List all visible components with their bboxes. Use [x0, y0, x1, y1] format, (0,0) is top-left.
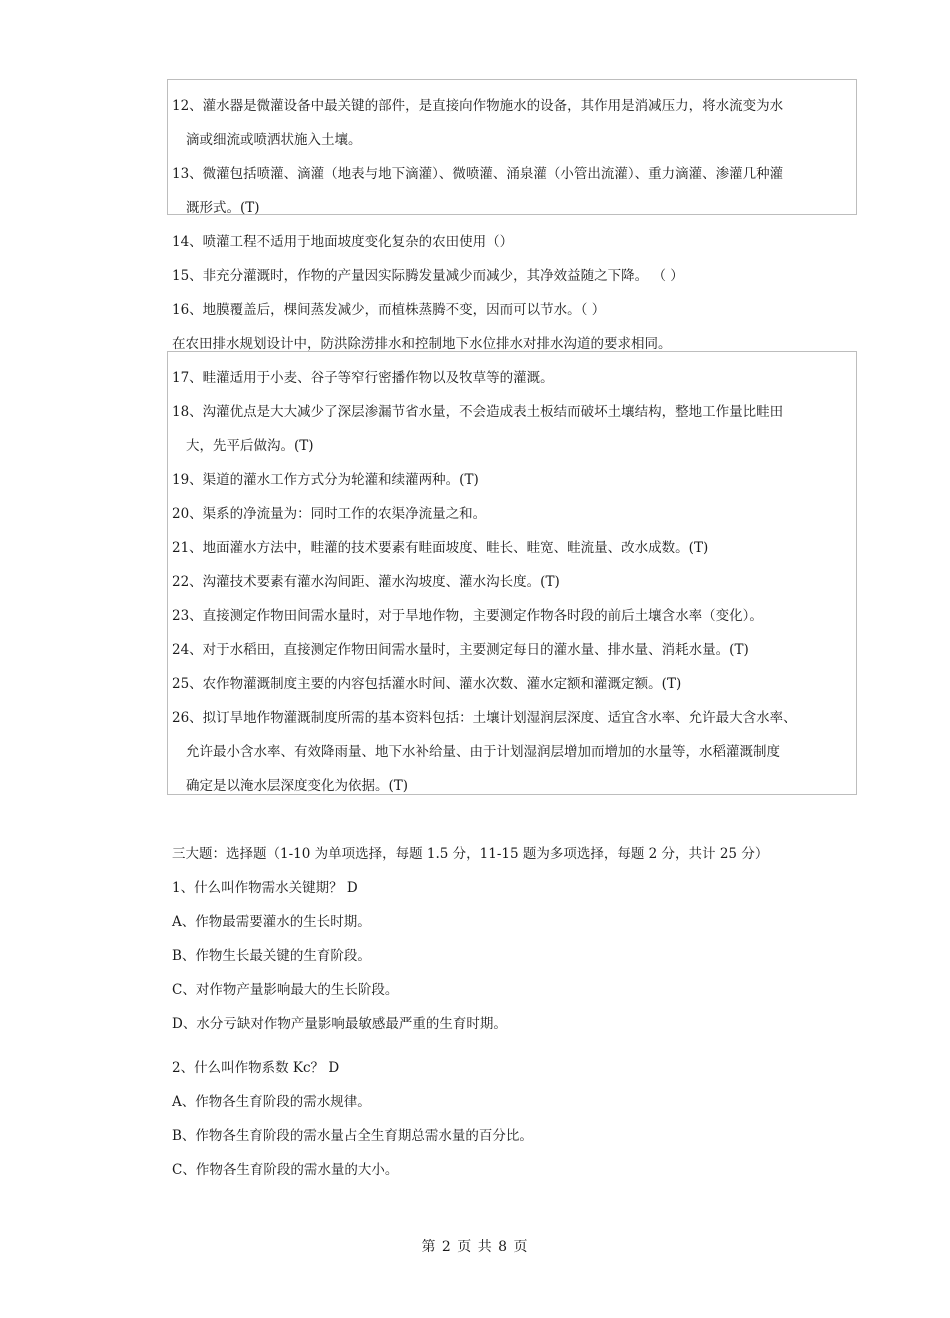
q17: 17、畦灌适用于小麦、谷子等窄行密播作物以及牧草等的灌溉。	[172, 370, 554, 386]
q15: 15、非充分灌溉时，作物的产量因实际腾发量减少而减少，其净效益随之下降。 （ ）	[172, 268, 684, 284]
q19: 19、渠道的灌水工作方式分为轮灌和续灌两种。(T)	[172, 472, 479, 488]
q25: 25、农作物灌溉制度主要的内容包括灌水时间、灌水次数、灌水定额和灌溉定额。(T)	[172, 676, 682, 692]
q12-line1: 12、灌水器是微灌设备中最关键的部件，是直接向作物施水的设备，其作用是消减压力，将水流变为水	[172, 98, 784, 114]
q23: 23、直接测定作物田间需水量时，对于旱地作物，主要测定作物各时段的前后土壤含水率（变化）。	[172, 608, 763, 624]
mc2-option-c: C、作物各生育阶段的需水量的大小。	[172, 1162, 399, 1178]
section-three-title: 三大题：选择题（1-10 为单项选择，每题 1.5 分，11-15 题为多项选择，每题 2 分，共计 25 分）	[172, 846, 769, 862]
drainage-statement: 在农田排水规划设计中，防洪除涝排水和控制地下水位排水对排水沟道的要求相同。	[172, 336, 672, 352]
q26-line1: 26、拟订旱地作物灌溉制度所需的基本资料包括：土壤计划湿润层深度、适宜含水率、允许最大含水率、	[172, 710, 797, 726]
q13-line2: 溉形式。(T)	[186, 200, 260, 216]
mc2-option-b: B、作物各生育阶段的需水量占全生育期总需水量的百分比。	[172, 1128, 533, 1144]
q18-line2: 大，先平后做沟。(T)	[186, 438, 314, 454]
q16: 16、地膜覆盖后，棵间蒸发减少，而植株蒸腾不变，因而可以节水。（ ）	[172, 302, 606, 318]
q24: 24、对于水稻田，直接测定作物田间需水量时，主要测定每日的灌水量、排水量、消耗水量。(T)	[172, 642, 749, 658]
mc1-option-b: B、作物生长最关键的生育阶段。	[172, 948, 371, 964]
mc2-option-a: A、作物各生育阶段的需水规律。	[172, 1094, 371, 1110]
q26-line3: 确定是以淹水层深度变化为依据。(T)	[186, 778, 409, 794]
mc1-question: 1、什么叫作物需水关键期？ D	[172, 880, 358, 896]
mc2-question: 2、什么叫作物系数 Kc？ D	[172, 1060, 340, 1076]
q13-line1: 13、微灌包括喷灌、滴灌（地表与地下滴灌）、微喷灌、涌泉灌（小管出流灌）、重力滴灌、渗灌几种灌	[172, 166, 784, 182]
q14: 14、喷灌工程不适用于地面坡度变化复杂的农田使用（）	[172, 234, 514, 250]
q26-line2: 允许最小含水率、有效降雨量、地下水补给量、由于计划湿润层增加而增加的水量等，水稻灌溉制度	[186, 744, 780, 760]
q22: 22、沟灌技术要素有灌水沟间距、灌水沟坡度、灌水沟长度。(T)	[172, 574, 560, 590]
mc1-option-a: A、作物最需要灌水的生长时期。	[172, 914, 371, 930]
q21: 21、地面灌水方法中，畦灌的技术要素有畦面坡度、畦长、畦宽、畦流量、改水成数。(T)	[172, 540, 709, 556]
page-footer: 第 2 页 共 8 页	[421, 1239, 529, 1255]
q18-line1: 18、沟灌优点是大大减少了深层渗漏节省水量，不会造成表土板结而破坏土壤结构，整地工作量比畦田	[172, 404, 784, 420]
mc1-option-c: C、对作物产量影响最大的生长阶段。	[172, 982, 399, 998]
q12-line2: 滴或细流或喷洒状施入土壤。	[186, 132, 362, 148]
mc1-option-d: D、水分亏缺对作物产量影响最敏感最严重的生育时期。	[172, 1016, 507, 1032]
q20: 20、渠系的净流量为：同时工作的农渠净流量之和。	[172, 506, 487, 522]
